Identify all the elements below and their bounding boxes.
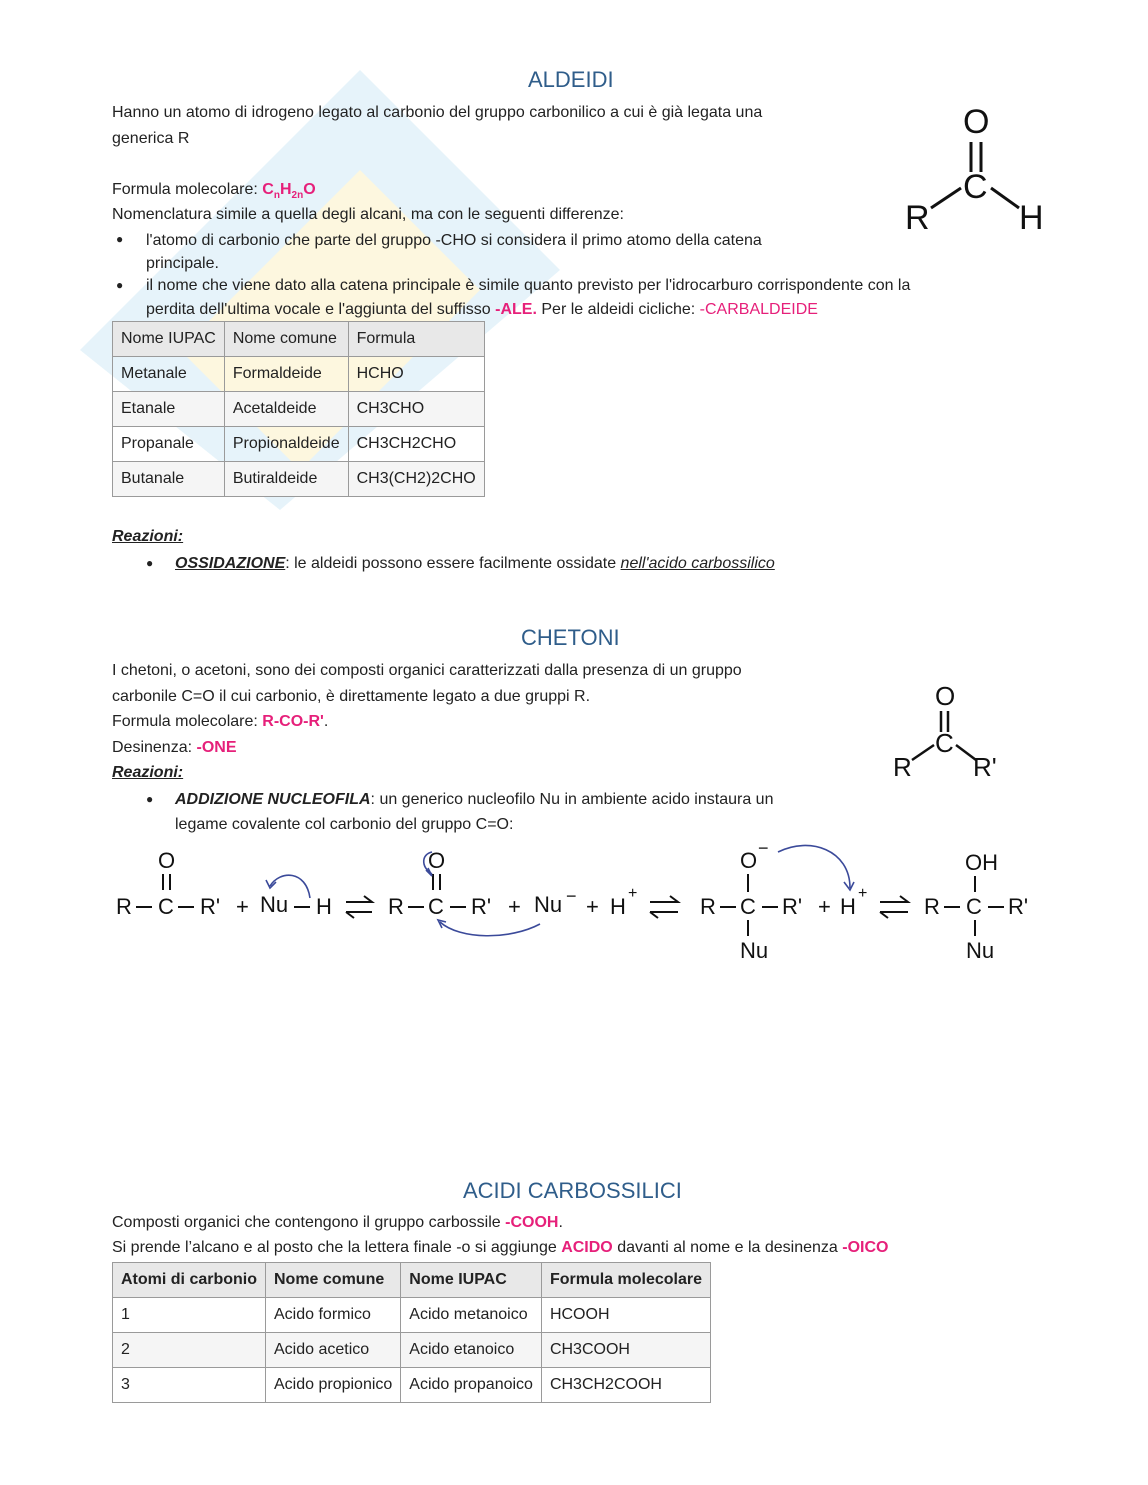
acidi-table	[112, 1262, 711, 1403]
svg-text:R': R'	[782, 894, 803, 919]
svg-text:+: +	[508, 894, 521, 919]
svg-text:+: +	[236, 894, 249, 919]
table-row: Butanale Butiraldeide CH3(CH2)2CHO	[113, 462, 485, 497]
aldeidi-bullet2-line1: il nome che viene dato alla catena principale è simile quanto previsto per l'idrocarburo corrispondente con la	[146, 277, 911, 294]
table-header: Formula molecolare	[541, 1263, 710, 1298]
svg-text:R: R	[924, 894, 940, 919]
svg-text:C: C	[428, 894, 444, 919]
table-header: Nome IUPAC	[113, 322, 225, 357]
svg-text:Nu: Nu	[740, 938, 769, 963]
svg-text:+: +	[628, 885, 638, 902]
bullet-dot: ●	[116, 232, 124, 246]
svg-text:C: C	[740, 894, 756, 919]
svg-text:OH: OH	[965, 850, 998, 875]
chetoni-suffix: Desinenza: -ONE	[112, 739, 237, 756]
aldeidi-intro-line2: generica R	[112, 130, 190, 147]
struct-r: R	[905, 199, 930, 237]
chetoni-addition-line1: ADDIZIONE NUCLEOFILA: un generico nucleofilo Nu in ambiente acido instaura un	[175, 791, 774, 808]
svg-text:R: R	[116, 894, 132, 919]
struct-c: C	[935, 728, 954, 758]
table-header: Nome comune	[266, 1263, 401, 1298]
table-row: Metanale Formaldeide HCHO	[113, 357, 485, 392]
bullet-dot: ●	[146, 792, 154, 806]
svg-text:Nu: Nu	[534, 892, 563, 917]
svg-text:H: H	[316, 894, 332, 919]
svg-text:+: +	[586, 894, 599, 919]
svg-text:+: +	[818, 894, 831, 919]
struct-r: R	[893, 752, 912, 782]
svg-text:R: R	[700, 894, 716, 919]
chetoni-line2: carbonile C=O il cui carbonio, è direttamente legato a due gruppi R.	[112, 688, 591, 705]
svg-text:R': R'	[200, 894, 221, 919]
aldeidi-intro-line1: Hanno un atomo di idrogeno legato al carbonio del gruppo carbonilico a cui è già legata una	[112, 104, 763, 121]
svg-text:+: +	[858, 885, 868, 902]
svg-text:−: −	[758, 840, 769, 858]
acidi-line1: Composti organici che contengono il gruppo carbossile -COOH.	[112, 1214, 563, 1231]
aldeidi-nomenclature: Nomenclatura simile a quella degli alcani, ma con le seguenti differenze:	[112, 206, 624, 223]
table-header: Atomi di carbonio	[113, 1263, 266, 1298]
nucleophilic-addition-mechanism	[110, 840, 1040, 970]
chetoni-line1: I chetoni, o acetoni, sono dei composti organici caratterizzati dalla presenza di un gruppo	[112, 662, 742, 679]
table-row: Etanale Acetaldeide CH3CHO	[113, 392, 485, 427]
svg-text:−: −	[566, 886, 577, 906]
chetoni-addition-line2: legame covalente col carbonio del gruppo C=O:	[175, 816, 514, 833]
bullet-dot: ●	[116, 278, 124, 292]
acidi-line2: Si prende l’alcano e al posto che la lettera finale -o si aggiunge ACIDO davanti al nome e la desinenza -OICO	[112, 1239, 889, 1256]
struct-h: H	[1019, 199, 1044, 237]
section-title-aldeidi: ALDEIDI	[528, 67, 614, 92]
aldeidi-bullet1-line2: principale.	[146, 255, 219, 272]
aldeidi-reactions-label: Reazioni:	[112, 528, 184, 545]
table-row: Propanale Propionaldeide CH3CH2CHO	[113, 427, 485, 462]
svg-text:Nu: Nu	[260, 892, 289, 917]
aldeidi-bullet1-line1: l'atomo di carbonio che parte del gruppo -CHO si considera il primo atomo della catena	[146, 232, 762, 249]
svg-text:O: O	[158, 848, 176, 873]
chetoni-reactions-label: Reazioni:	[112, 764, 184, 781]
chetoni-formula: Formula molecolare: R-CO-R'.	[112, 713, 329, 730]
svg-text:R': R'	[1008, 894, 1029, 919]
table-header: Nome comune	[224, 322, 348, 357]
aldeidi-table	[112, 321, 485, 497]
aldeidi-formula: Formula molecolare: $C_nH_{2n}O$	[112, 181, 316, 202]
svg-text:R': R'	[471, 894, 492, 919]
svg-text:C: C	[158, 894, 174, 919]
table-header: Formula	[348, 322, 484, 357]
bullet-dot: ●	[146, 556, 154, 570]
table-row: 3 Acido propionico Acido propanoico CH3CH2COOH	[113, 1368, 711, 1403]
aldehyde-structure	[895, 100, 1055, 240]
struct-r2: R'	[973, 752, 997, 782]
ketone-structure	[890, 680, 1010, 785]
table-header: Nome IUPAC	[401, 1263, 542, 1298]
table-row: 1 Acido formico Acido metanoico HCOOH	[113, 1298, 711, 1333]
section-title-acidi: ACIDI CARBOSSILICI	[463, 1178, 682, 1203]
aldeidi-bullet2-line2: perdita dell'ultima vocale e l'aggiunta del suffisso -ALE. Per le aldeidi cicliche: -CARBALDEIDE	[146, 301, 818, 318]
struct-c: C	[963, 168, 988, 206]
struct-o: O	[963, 103, 990, 141]
svg-text:C: C	[966, 894, 982, 919]
svg-text:O: O	[428, 848, 446, 873]
table-row: 2 Acido acetico Acido etanoico CH3COOH	[113, 1333, 711, 1368]
svg-text:R: R	[388, 894, 404, 919]
svg-text:O: O	[740, 848, 758, 873]
svg-text:H: H	[840, 894, 856, 919]
section-title-chetoni: CHETONI	[521, 625, 620, 650]
struct-o: O	[935, 681, 956, 711]
aldeidi-oxidation: OSSIDAZIONE: le aldeidi possono essere facilmente ossidate nell'acido carbossilico	[175, 555, 775, 572]
svg-text:H: H	[610, 894, 626, 919]
svg-text:Nu: Nu	[966, 938, 995, 963]
